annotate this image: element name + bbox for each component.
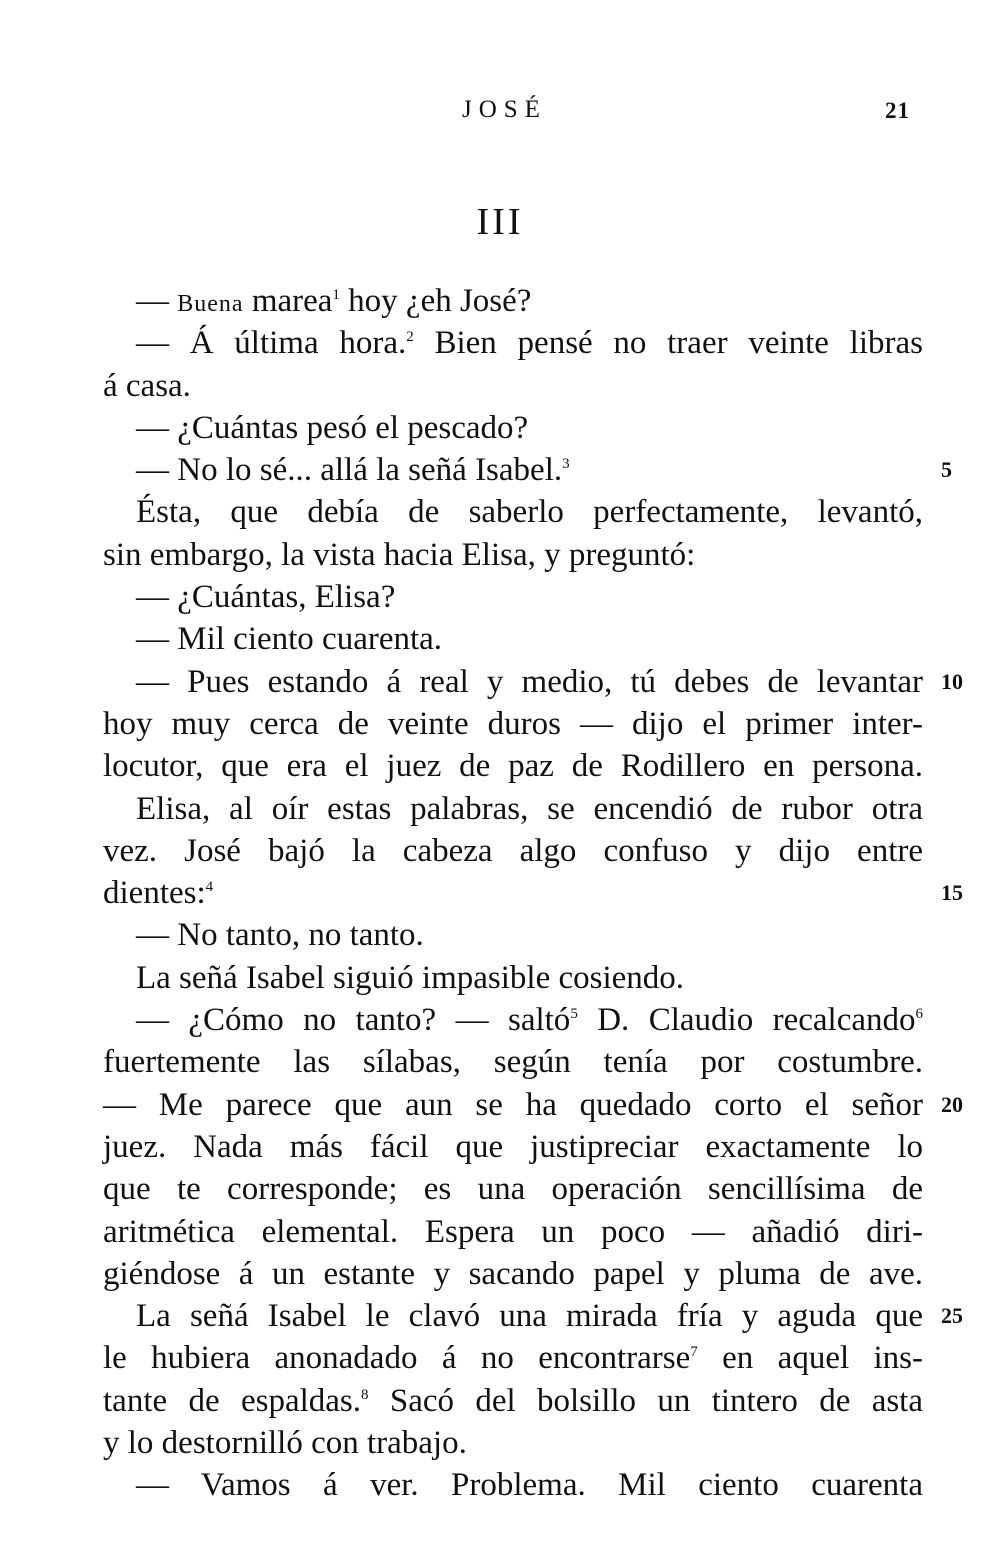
text-line: — ¿Cómo no tanto? — saltó$^5$ D. Claudio recalcando$^6$ xyxy=(136,1002,923,1039)
running-title: JOSÉ xyxy=(462,96,547,123)
text-line: dientes:$^4$ 15 xyxy=(103,872,923,914)
line-number: 25 xyxy=(941,1303,963,1329)
text-body xyxy=(103,280,963,1507)
chapter-heading: III xyxy=(476,201,524,243)
text-line: — No tanto, no tanto. xyxy=(136,917,424,954)
text-line: vez. José bajó la cabeza algo confuso y dijo entre xyxy=(103,832,923,869)
text-line: La señá Isabel le clavó una mirada fría y aguda que 25 xyxy=(103,1295,923,1337)
text-line: que te corresponde; es una operación sencillísima de xyxy=(103,1171,923,1208)
text-line: — ¿Cuántas pesó el pescado? xyxy=(136,409,529,446)
footnote-ref: 8 xyxy=(361,1386,369,1403)
text-line: giéndose á un estante y sacando papel y pluma de ave. xyxy=(103,1255,923,1292)
text-line: á casa. xyxy=(103,367,191,404)
text-line: Ésta, que debía de saberlo perfectamente, levantó, xyxy=(136,494,923,531)
line-number: 5 xyxy=(941,457,952,483)
line-number: 10 xyxy=(941,668,963,694)
text-line: fuertemente las sílabas, según tenía por costumbre. xyxy=(103,1044,923,1081)
text-line: — ¿Cuántas, Elisa? xyxy=(136,579,396,616)
footnote-ref: 2 xyxy=(406,329,414,346)
text-line: — Mil ciento cuarenta. xyxy=(136,621,443,658)
page-number: 21 xyxy=(885,98,910,123)
line-number: 20 xyxy=(941,1091,963,1117)
footnote-ref: 4 xyxy=(205,879,214,896)
text-line: — Buena marea$^1$ hoy ¿eh José? xyxy=(136,283,532,319)
line-number: 15 xyxy=(941,880,963,906)
text-line: aritmética elemental. Espera un poco — añadió diri- xyxy=(103,1213,923,1250)
text-line: sin embargo, la vista hacia Elisa, y preguntó: xyxy=(103,536,696,573)
text-line: — No lo sé... allá la señá Isabel.$^3$ 5 xyxy=(103,449,923,491)
footnote-ref: 5 xyxy=(570,1006,578,1023)
text-line: y lo destornilló con trabajo. xyxy=(103,1425,467,1462)
footnote-ref: 3 xyxy=(562,456,570,473)
text-line: — Á última hora.$^2$ Bien pensé no traer veinte libras xyxy=(136,325,923,362)
text-line: hoy muy cerca de veinte duros — dijo el primer inter- xyxy=(103,705,923,742)
text-line: le hubiera anonadado á no encontrarse$^7$ en aquel ins- xyxy=(103,1340,923,1377)
text-line: tante de espaldas.$^8$ Sacó del bolsillo un tintero de asta xyxy=(103,1382,923,1419)
text-line: La señá Isabel siguió impasible cosiendo. xyxy=(136,959,685,996)
footnote-ref: 6 xyxy=(915,1006,923,1023)
text-line: juez. Nada más fácil que justipreciar exactamente lo xyxy=(103,1128,923,1165)
text-line: — Me parece que aun se ha quedado corto el señor 20 xyxy=(103,1084,923,1126)
running-header xyxy=(0,96,1000,136)
text-line: Elisa, al oír estas palabras, se encendió de rubor otra xyxy=(136,790,923,827)
text-line: — Pues estando á real y medio, tú debes de levantar 10 xyxy=(103,661,923,703)
text-line: — Vamos á ver. Problema. Mil ciento cuarenta xyxy=(136,1467,923,1504)
footnote-ref: 1 xyxy=(332,287,340,303)
text-line: locutor, que era el juez de paz de Rodillero en persona. xyxy=(103,748,923,785)
footnote-ref: 7 xyxy=(690,1344,698,1361)
